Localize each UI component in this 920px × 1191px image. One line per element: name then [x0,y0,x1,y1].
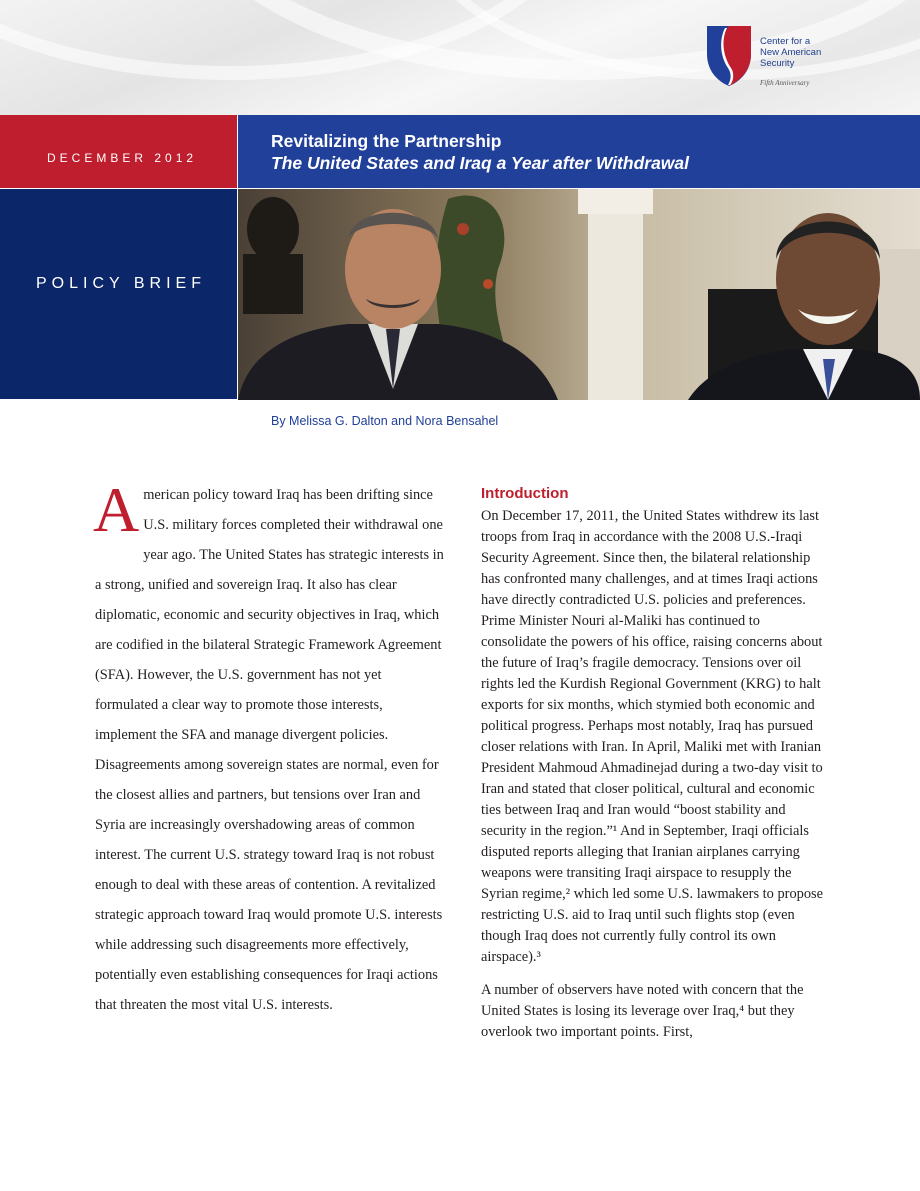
lead-paragraph [93,474,445,1020]
anniversary-label: Fifth Anniversary [760,79,810,87]
page-subtitle: The United States and Iraq a Year after Withdrawal [271,153,690,173]
introduction-section [481,485,826,1055]
date-band [0,115,237,188]
shield-logo-icon [705,24,753,88]
cover-photo [238,189,920,400]
intro-paragraph-1: On December 17, 2011, the United States withdrew its last troops from Iraq in accordance with the 2008 U.S.-Iraqi Security Agreement. Since then, the bilateral relationship has confronted many challenges, and at times Iraqi actions have directly contradicted U.S. policies and preferences. Prime Minister Nouri al-Maliki has continued to consolidate the powers of his office, raising concerns about the future of Iraq’s fragile democracy. Tensions over oil rights led the Kurdish Regional Government (KRG) to halt exports for six months, which stymied both economic and political progress. Perhaps most notably, Iraq has pursued closer relations with Iran. In April, Maliki met with Iranian President Mahmoud Ahmadinejad during a two-day visit to Iran and stated that closer political, cultural and economic ties between Iraq and Iran would “boost stability and security in the region.”¹ And in September, Iraqi officials disputed reports alleging that Iranian airplanes carrying weapons were transiting Iraqi airspace to resupply the Syrian regime,² which led some U.S. lawmakers to propose restricting U.S. aid to Iraq until such flights stop (even though Iraq does not currently fully control its own airspace).³ [481,508,824,965]
title-band [238,115,920,188]
drop-cap: A [93,474,140,545]
org-name: Center for a New American Security [760,36,822,69]
lead-text: merican policy toward Iraq has been drifting since U.S. military forces completed their withdrawal one year ago. The United States has strategic interests in a strong, unified and sovereign Iraq. It also has clear diplomatic, economic and security objectives in Iraq, which are codified in the bilateral Strategic Framework Agreement (SFA). However, the U.S. government has not yet formulated a clear way to promote those interests, implement the SFA and manage divergent policies. Disagreements among sovereign states are normal, even for the closest allies and partners, but tensions over Iran and Syria are increasingly overshadowing areas of common interest. The current U.S. strategy toward Iraq is not robust enough to deal with these areas of contention. A revitalized strategic approach toward Iraq would promote U.S. interests while addressing such disagreements more effectively, potentially even establishing consequences for Iraqi actions that threaten the most vital U.S. interests. [95,487,444,1013]
date-label: DECEMBER 2012 [47,151,198,165]
page-title: Revitalizing the Partnership [271,131,502,151]
byline: By Melissa G. Dalton and Nora Bensahel [271,414,499,428]
document-type-label: POLICY BRIEF [36,275,206,292]
intro-paragraph-2: A number of observers have noted with concern that the United States is losing its leverage over Iraq,⁴ but they overlook two important points. First, [481,982,804,1040]
section-heading: Introduction [481,485,569,502]
photo-illustration [238,189,920,400]
cnas-logo [705,24,835,94]
policy-brief-band [0,189,237,399]
